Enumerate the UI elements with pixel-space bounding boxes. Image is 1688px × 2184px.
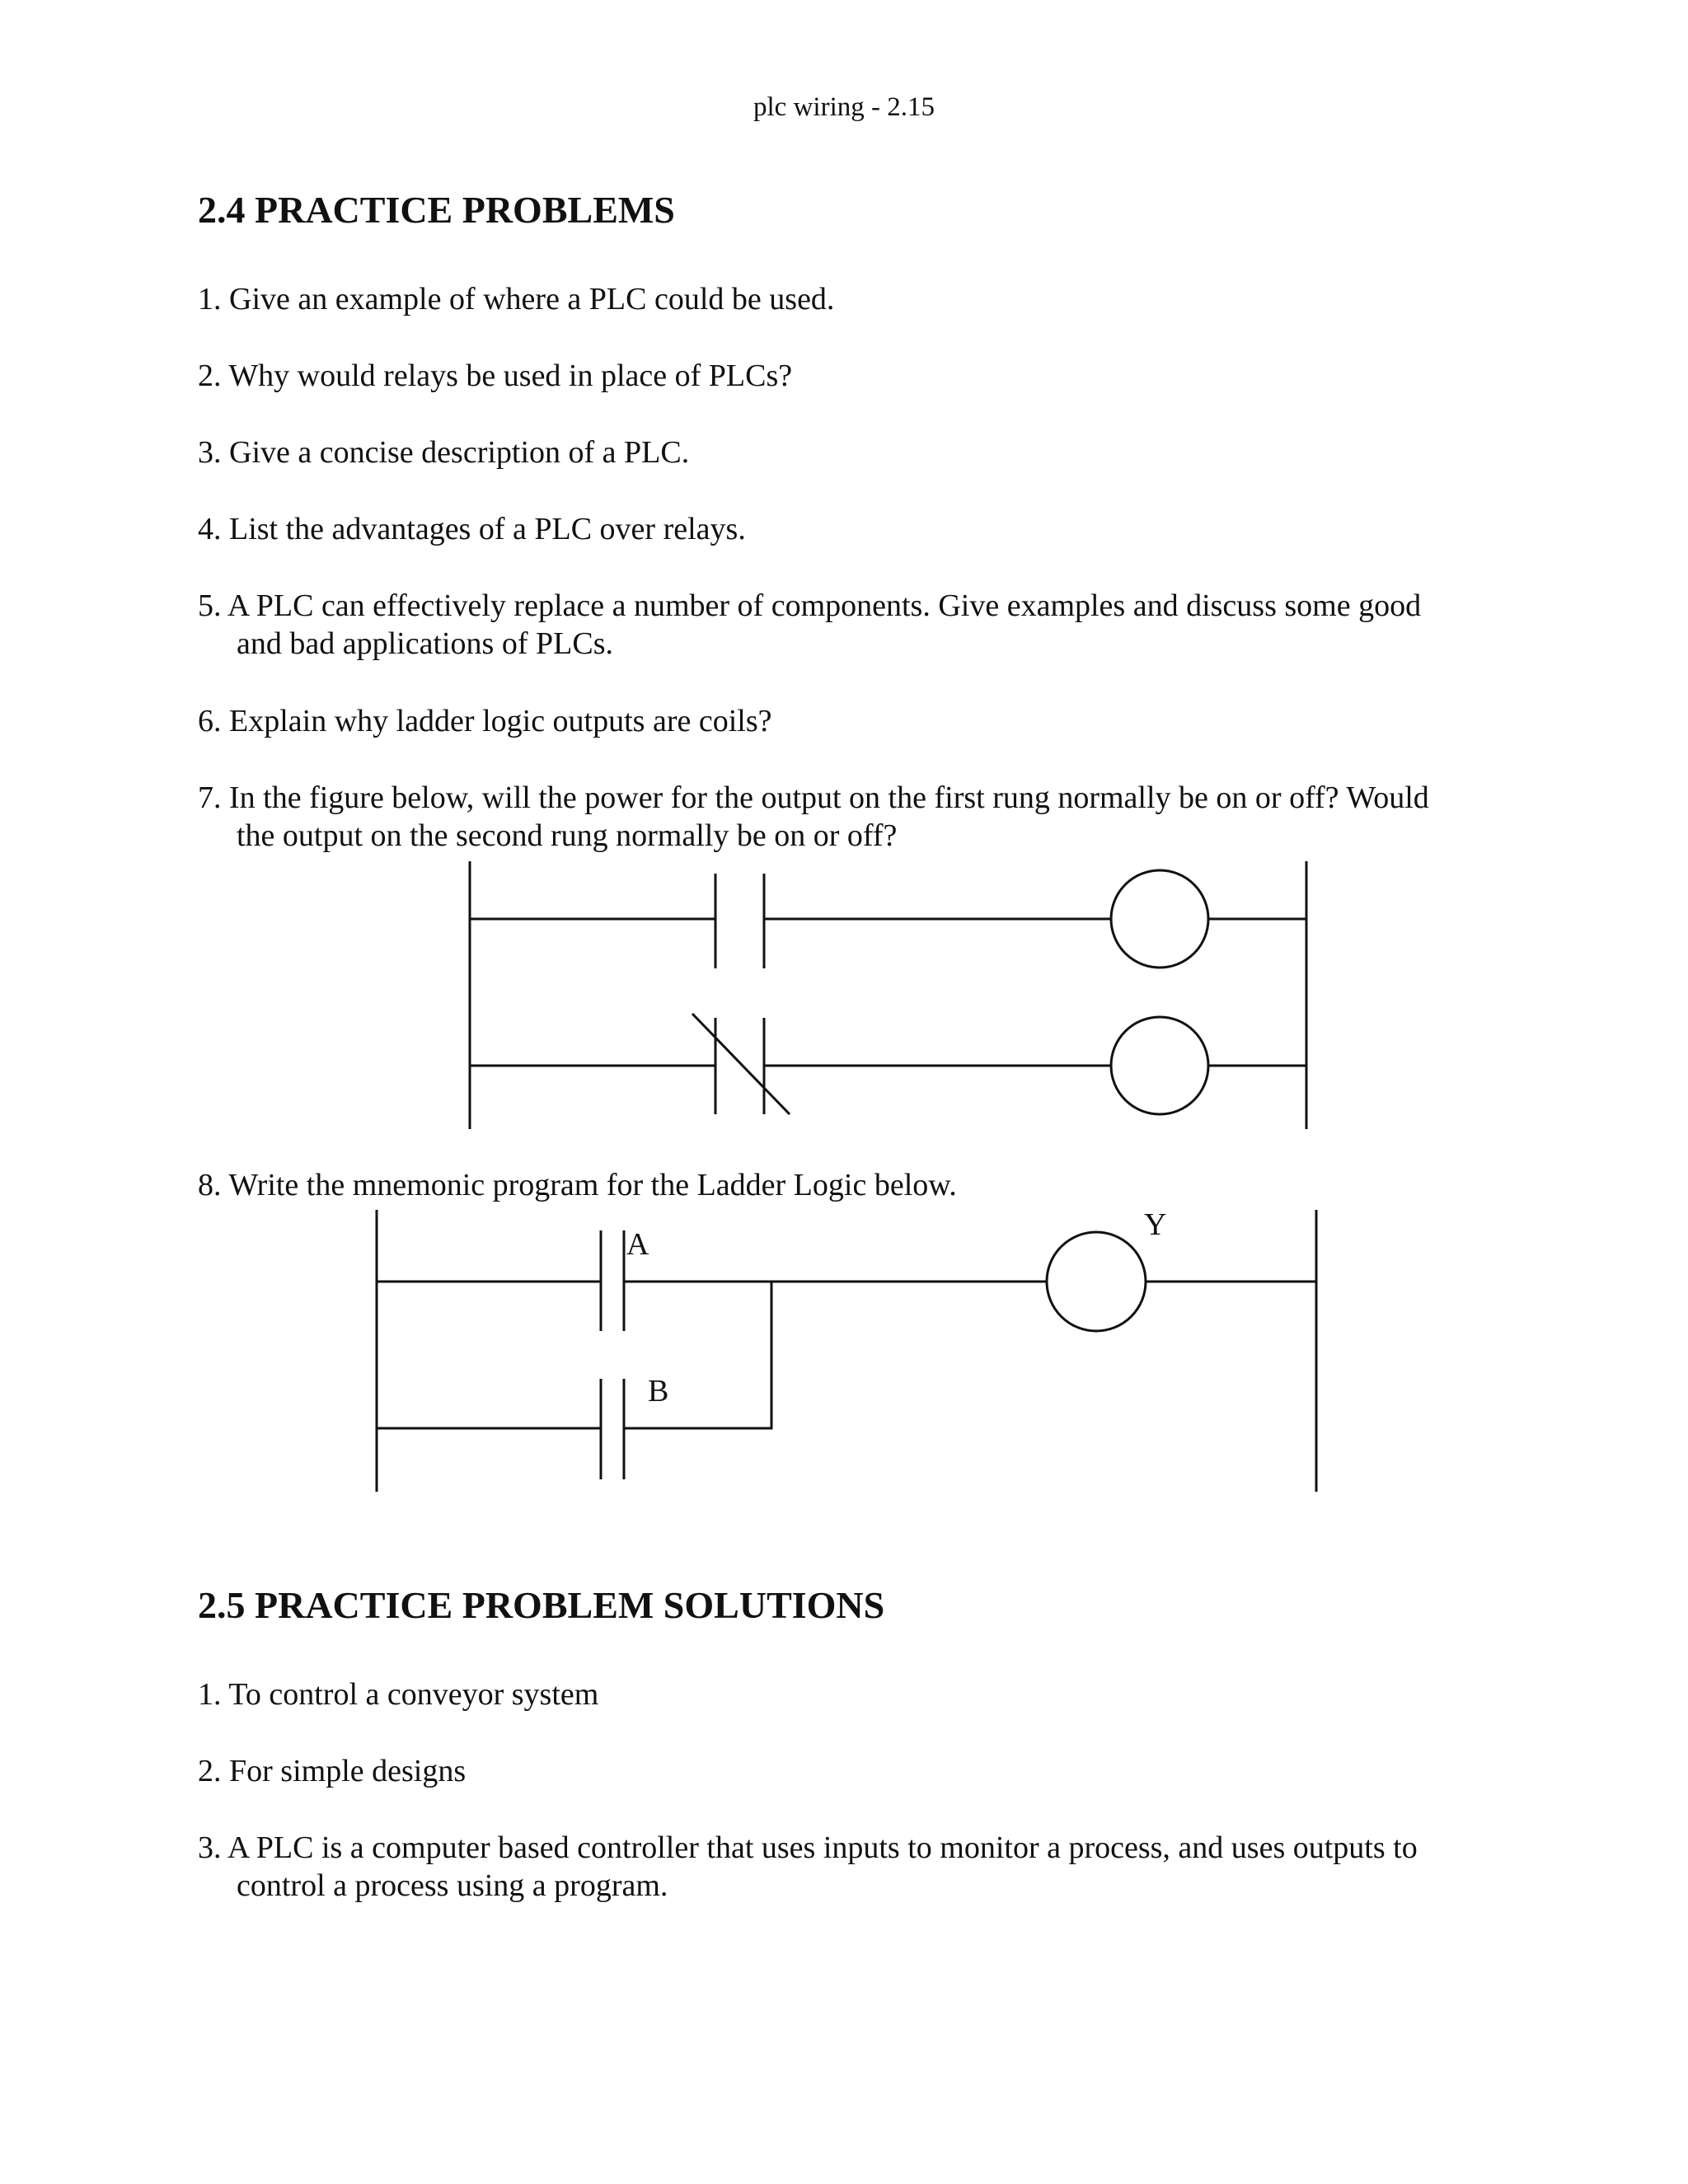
- problem-7-line-2: the output on the second rung normally be on or off?: [237, 818, 898, 853]
- output-y-label: Y: [1144, 1207, 1167, 1242]
- problem-1-text: 1. Give an example of where a PLC could be used.: [198, 282, 835, 316]
- section-heading-solutions: 2.5 PRACTICE PROBLEM SOLUTIONS: [198, 1584, 885, 1626]
- problem-7-line-1: 7. In the figure below, will the power for the output on the first rung normally be on or off? Would: [198, 780, 1429, 815]
- rung-b: [377, 1282, 771, 1479]
- problem-3-text: 3. Give a concise description of a PLC.: [198, 435, 690, 470]
- problem-8-text: 8. Write the mnemonic program for the Ladder Logic below.: [198, 1168, 957, 1202]
- problem-2-text: 2. Why would relays be used in place of PLCs?: [198, 359, 793, 393]
- solution-2: [198, 1752, 1517, 1790]
- problem-5-line-2: and bad applications of PLCs.: [237, 626, 613, 661]
- solution-1: [198, 1675, 1517, 1713]
- problem-6-text: 6. Explain why ladder logic outputs are coils?: [198, 704, 772, 738]
- contact-b-label: B: [648, 1374, 669, 1408]
- problem-5-line-1: 5. A PLC can effectively replace a number of components. Give examples and discuss some good: [198, 588, 1422, 623]
- output-coil-y: [1047, 1232, 1146, 1331]
- section-heading-practice-problems: 2.4 PRACTICE PROBLEMS: [198, 189, 675, 231]
- solution-1-text: 1. To control a conveyor system: [198, 1677, 599, 1712]
- page-header: plc wiring - 2.15: [753, 92, 935, 122]
- solution-3-line-1: 3. A PLC is a computer based controller that uses inputs to monitor a process, and uses outputs to: [198, 1830, 1418, 1865]
- problem-4-text: 4. List the advantages of a PLC over relays.: [198, 512, 746, 546]
- solution-2-text: 2. For simple designs: [198, 1754, 467, 1788]
- solution-3-line-2: control a process using a program.: [237, 1868, 668, 1903]
- contact-a-label: A: [626, 1227, 649, 1262]
- rung-a: [377, 1207, 1316, 1331]
- solution-3: [198, 1829, 1517, 1905]
- rung-b-branch-wire: [624, 1282, 771, 1428]
